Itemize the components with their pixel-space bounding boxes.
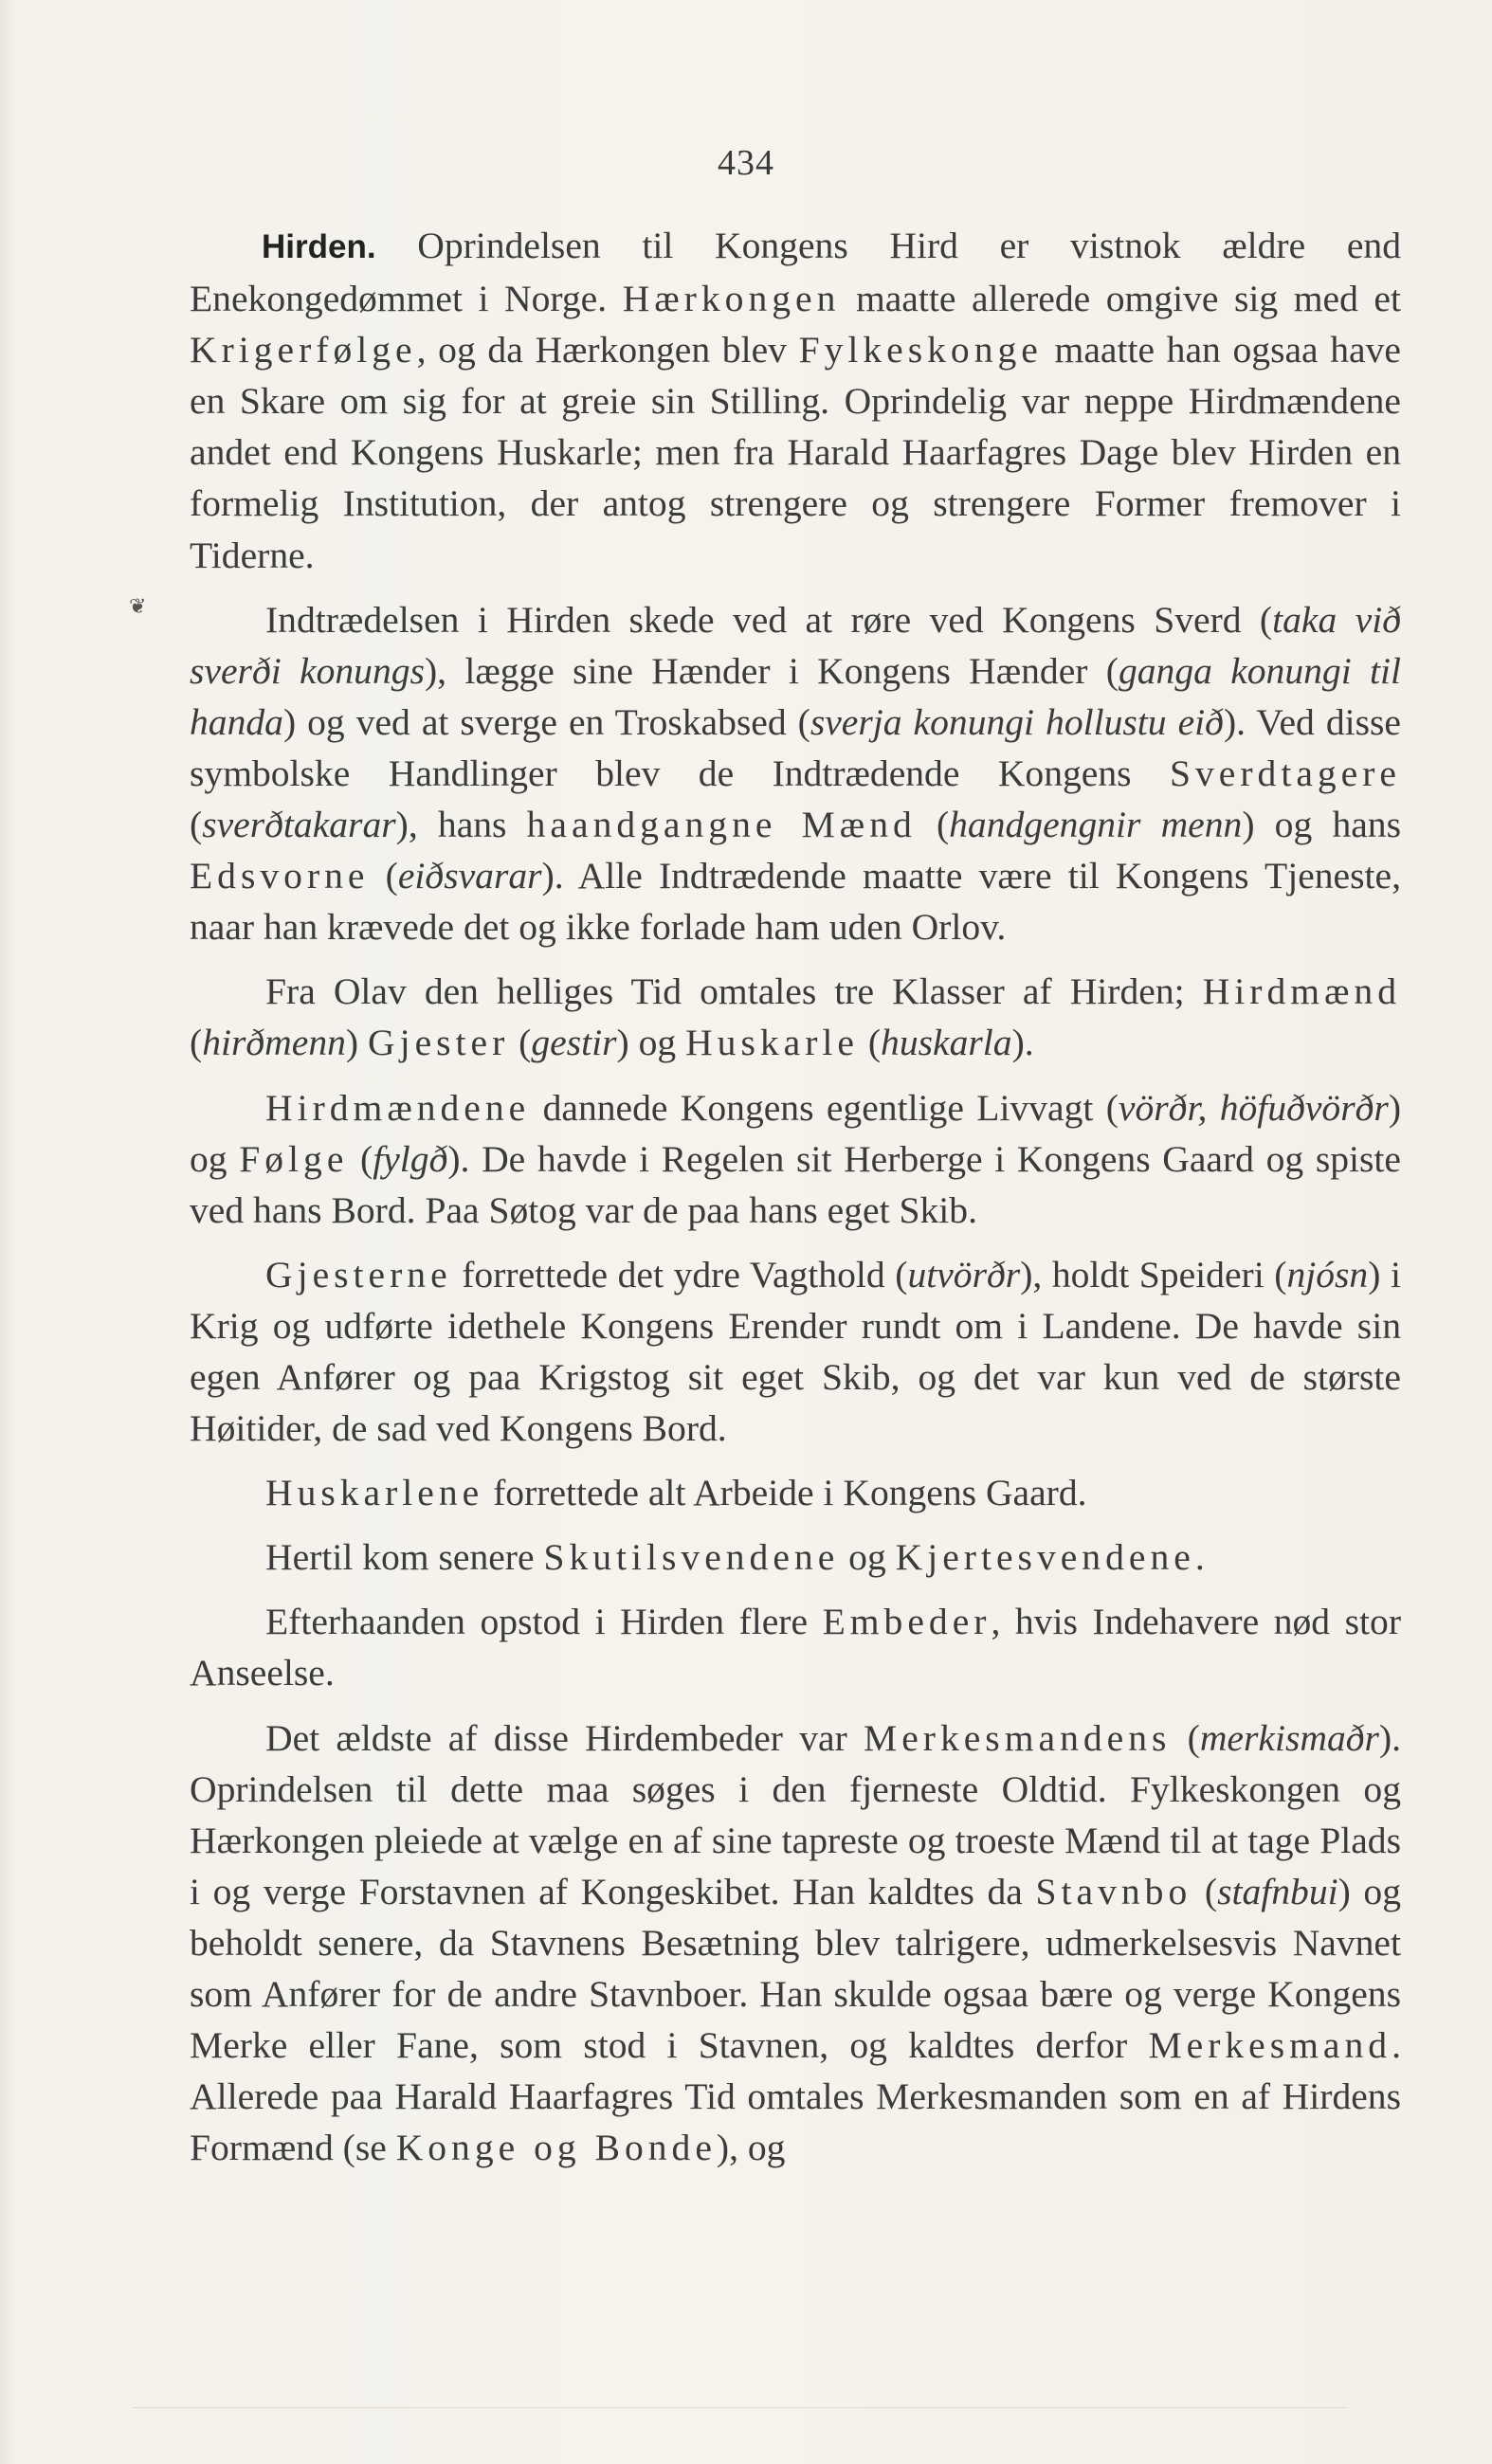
text-run: ). De havde i Regelen sit Herberge i Kongens Gaard og spiste ved hans Bord. Paa Søtog var de paa hans eget Skib. [190,1137,1401,1231]
old-norse-term: eiðsvarar [397,855,542,897]
text-run: ) og [190,1086,1402,1180]
old-norse-term: taka við sverði konungs [190,598,1401,692]
text-run: forrettede det ydre Vagthold ( [451,1253,908,1295]
old-norse-term: ganga konungi til handa [190,649,1402,743]
spaced-term: Hirdmændene [265,1086,531,1129]
text-run: Fra Olav den helliges Tid omtales tre Klasser af Hirden; [265,970,1203,1013]
text-run: ( [369,855,398,897]
page-number: 434 [718,143,774,183]
text-run: ) [345,1022,368,1064]
text-run: ), lægge sine Hænder i Kongens Hænder ( [424,649,1119,692]
spaced-term: Merkesmand [1148,2024,1392,2067]
spaced-term: Hærkongen [622,278,841,320]
text-run: ( [1192,1870,1218,1912]
spaced-term: haandgangne Mænd [526,804,917,846]
text-run: , hvis Indehavere nød stor Anseelse. [190,1601,1401,1694]
spaced-term: Merkesmandens [864,1716,1172,1759]
text-run: Oprindelsen til Kongens Hird er vistnok ældre end Enekongedømmet i Norge. [190,225,1401,320]
paragraph [190,594,1401,953]
text-run: maatte han ogsaa have en Skare om sig for at greie sin Stilling. Oprindelig var neppe Hirdmændene andet end Kongens Huskarle; men fra Harald Haarfagres Dage blev Hirden en formelig Institution, der antog strengere og strengere Former fremover i Tiderne. [190,329,1401,576]
body-text [190,220,1401,2186]
spaced-term: Gjesterne [265,1253,452,1295]
text-run: ), holdt Speideri ( [1020,1253,1287,1295]
old-norse-term: utvörðr [907,1253,1021,1295]
text-run: forrettede alt Arbeide i Kongens Gaard. [483,1472,1087,1514]
old-norse-term: hirðmenn [202,1022,346,1064]
text-run: ) i Krig og udførte idethele Kongens Erender rundt om i Landene. De havde sin egen Anfører og paa Krigstog sit eget Skib, og det var kun ved de største Høitider, de sad ved Kongens Bord. [190,1253,1401,1450]
text-run: ( [190,804,203,846]
old-norse-term: stafnbui [1217,1870,1338,1912]
old-norse-term: fylgð [373,1137,448,1180]
old-norse-term: merkismaðr [1199,1716,1379,1759]
text-run: ), og [716,2127,786,2169]
spaced-term: Følge [239,1137,349,1180]
text-run: Hertil kom senere [265,1536,544,1579]
text-run: . Allerede paa Harald Haarfagres Tid omtales Merkesmanden som en af Hirdens Formænd (se [190,2024,1401,2169]
text-run: dannede Kongens egentlige Livvagt ( [530,1086,1119,1129]
spaced-term: Huskarle [685,1022,859,1064]
old-norse-term: handgengnir menn [949,804,1243,846]
paragraph [190,1531,1401,1583]
text-run: Det ældste af disse Hirdembeder var [265,1716,864,1759]
text-run: ( [1171,1716,1200,1759]
text-run: ) og beholdt senere, da Stavnens Besætning blev talrigere, udmerkelsesvis Navnet som Anfører for de andre Stavnboer. Han skulde ogsaa bære og verge Kongens Merke eller Fane, som stod i Stavnen, og kaldtes derfor [190,1870,1402,2067]
text-run: ( [190,1022,203,1064]
text-run: maatte allerede omgive sig med et [840,278,1401,320]
text-run: Efterhaanden opstod i Hirden flere [265,1601,823,1643]
old-norse-term: sverja konungi hollustu eið [810,700,1224,743]
text-run: og [839,1536,896,1579]
text-run: ( [858,1022,882,1064]
paragraph [190,1596,1401,1698]
spaced-term: Edsvorne [190,855,370,897]
spaced-term: Krigerfølge [190,329,417,371]
spaced-term: Fylkeskonge [798,329,1043,371]
spaced-term: Skutilsvendene [543,1536,840,1579]
spaced-term: Embeder [822,1601,992,1643]
paragraph [190,1467,1401,1518]
spaced-term: Gjester [367,1022,510,1064]
old-norse-term: sverðtakarar [202,804,396,846]
page-edge-divider [133,2407,1346,2408]
text-run: ). Oprindelsen til dette maa søges i den fjerneste Oldtid. Fylkeskongen og Hærkongen pleiede at vælge en af sine tapreste og troeste Mænd til at tage Plads i og verge Forstavnen af Kongeskibet. Han kaldtes da [190,1716,1402,1912]
spaced-term: Hirdmænd [1202,970,1401,1013]
margin-mark-icon: ❦ [129,595,147,619]
text-run: ), hans [395,804,527,846]
old-norse-term: huskarla [881,1022,1012,1064]
spaced-term: Kjertesvendene [895,1536,1195,1579]
text-run: ( [348,1137,373,1180]
text-run: ) og hans [1242,804,1401,846]
text-run: ) og [616,1022,686,1064]
old-norse-term: gestir [531,1022,617,1064]
old-norse-term: vörðr, höfuðvörðr [1118,1086,1389,1129]
spaced-term: Stavnbo [1035,1870,1192,1912]
text-run: , og da Hærkongen blev [416,329,799,371]
paragraph [190,220,1401,581]
old-norse-term: njósn [1286,1253,1369,1295]
paragraph [190,1712,1401,2174]
paragraph [190,966,1401,1068]
text-run: Indtrædelsen i Hirden skede ved at røre ved Kongens Sverd ( [265,598,1273,641]
section-heading: Hirden. [262,228,376,265]
spaced-term: Huskarlene [265,1472,484,1514]
text-run: ). Alle Indtrædende maatte være til Kongens Tjeneste, naar han krævede det og ikke forlade ham uden Orlov. [190,855,1401,949]
spaced-term: Konge og Bonde [395,2127,717,2169]
text-run: ( [509,1022,532,1064]
text-run: ) og ved at sverge en Troskabsed ( [282,700,810,743]
paragraph [190,1249,1401,1454]
paragraph [190,1082,1401,1236]
spaced-term: Sverdtagere [1169,752,1401,794]
text-run: ). [1011,1022,1034,1064]
text-run: ( [916,804,950,846]
text-run: ). Ved disse symbolske Handlinger blev de Indtrædende Kongens [190,700,1401,794]
text-run: . [1194,1536,1205,1579]
